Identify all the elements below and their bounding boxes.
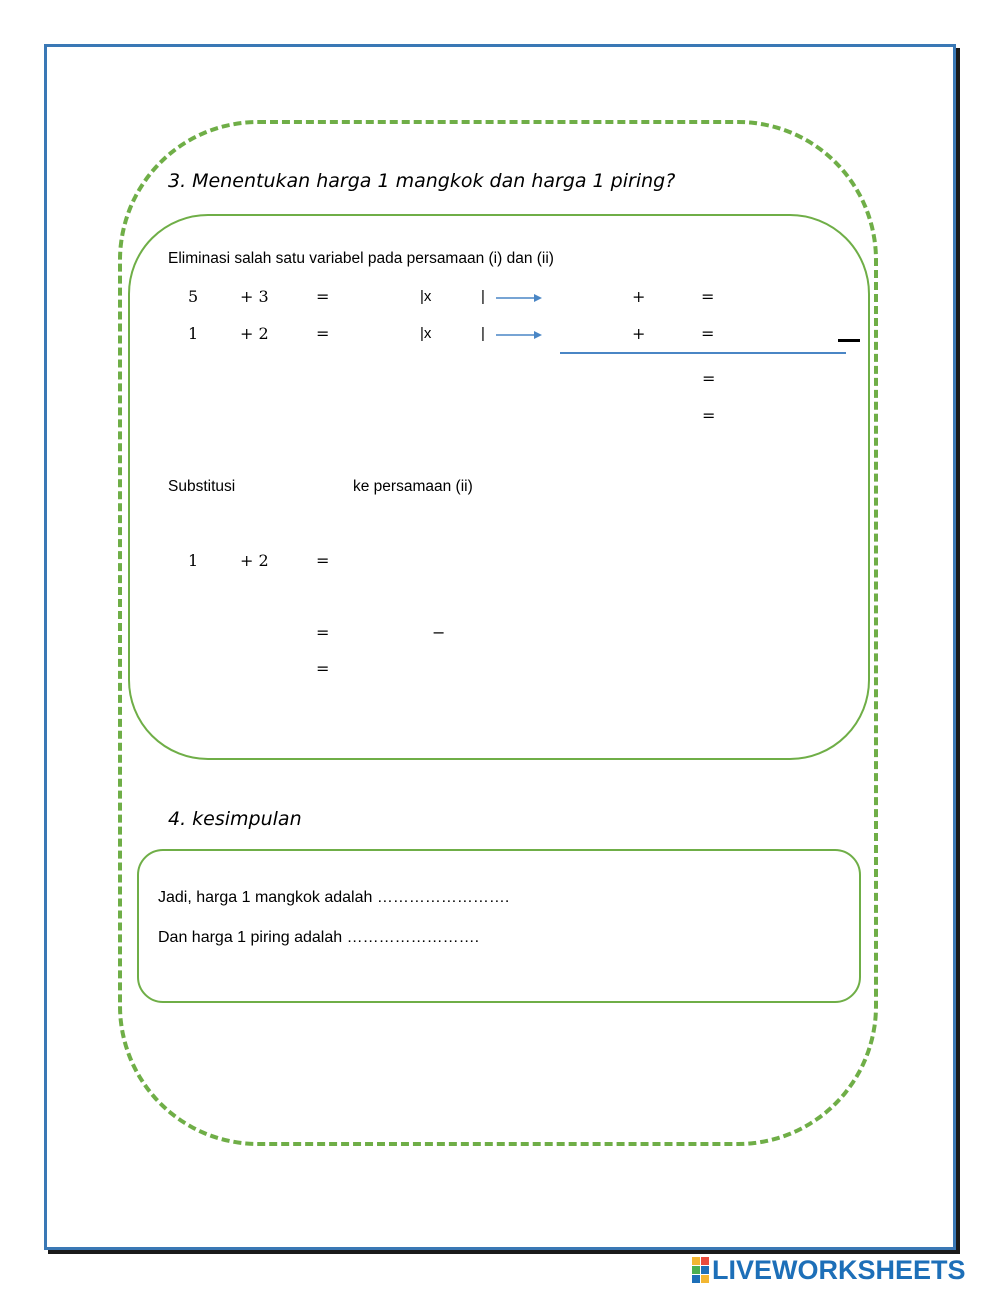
- sub-eq-equals: =: [316, 551, 330, 570]
- result2-blank-rhs[interactable]: [724, 405, 760, 427]
- sub-step1-blank-b[interactable]: [452, 622, 488, 644]
- result1-blank-lhs[interactable]: [652, 368, 688, 390]
- result1-equals: =: [702, 369, 716, 388]
- sub-step1-blank-lhs[interactable]: [270, 622, 306, 644]
- eq2-multiplier-close: |: [481, 325, 485, 342]
- subtraction-line: [560, 352, 846, 354]
- eq1-blank-rhs[interactable]: [340, 286, 376, 308]
- eq1-arrow-icon: [496, 292, 544, 304]
- eq2-blank-rhs[interactable]: [340, 323, 376, 345]
- sub-step1-equals: =: [316, 623, 330, 642]
- conclusion-line-bowl: Jadi, harga 1 mangkok adalah …………………….: [158, 889, 510, 906]
- conclusion-box: [137, 849, 861, 1003]
- eq2-result-equals: =: [701, 324, 715, 343]
- sub-eq-plus-b: + 2: [240, 551, 269, 570]
- result2-equals: =: [702, 406, 716, 425]
- sub-eq-coef-a: 1: [188, 551, 199, 570]
- substitution-blank[interactable]: [250, 476, 340, 498]
- conclusion-line-plate: Dan harga 1 piring adalah …………………….: [158, 929, 480, 946]
- plate-price-blank[interactable]: [366, 926, 482, 948]
- eq1-multiplier-close: |: [481, 288, 485, 305]
- eq2-result-blank-b[interactable]: [652, 323, 688, 345]
- eq2-coef-a: 1: [188, 324, 199, 343]
- logo-text: LIVEWORKSHEETS: [712, 1254, 966, 1285]
- section4-heading: 4. kesimpulan: [168, 808, 302, 830]
- sub-step2-equals: =: [316, 659, 330, 678]
- sub-step2-blank-rhs[interactable]: [340, 658, 376, 680]
- eq2-multiplier-open: |x: [420, 325, 432, 342]
- logo-tiles-icon: [692, 1257, 709, 1283]
- sub-step1-minus: −: [432, 623, 446, 642]
- elimination-label: Eliminasi salah satu variabel pada persamaan (i) dan (ii): [168, 250, 554, 267]
- substitution-label: Substitusi: [168, 478, 236, 495]
- sub-eq-blank-b[interactable]: [270, 550, 306, 572]
- eq1-result-blank-a[interactable]: [580, 286, 616, 308]
- eq2-plus-b: + 2: [240, 324, 269, 343]
- eq1-result-equals: =: [701, 287, 715, 306]
- eq1-plus-b: + 3: [240, 287, 269, 306]
- sub-step2-blank-lhs[interactable]: [270, 658, 306, 680]
- liveworksheets-logo: [692, 1256, 988, 1284]
- eq2-result-blank-rhs[interactable]: [724, 323, 760, 345]
- eq1-multiplier-blank[interactable]: [442, 286, 478, 308]
- result2-blank-lhs[interactable]: [652, 405, 688, 427]
- eq2-blank-b[interactable]: [270, 323, 306, 345]
- eq1-blank-a[interactable]: [200, 286, 236, 308]
- eq2-result-blank-a[interactable]: [580, 323, 616, 345]
- eq1-result-blank-b[interactable]: [652, 286, 688, 308]
- eq1-result-plus: +: [632, 287, 646, 306]
- eq2-arrow-icon: [496, 329, 544, 341]
- subtraction-minus-sign: [838, 339, 860, 342]
- eq1-blank-b[interactable]: [270, 286, 306, 308]
- section3-heading: 3. Menentukan harga 1 mangkok dan harga 1 piring?: [168, 170, 676, 192]
- sub-eq-blank-rhs[interactable]: [340, 550, 376, 572]
- eq2-multiplier-blank[interactable]: [442, 323, 478, 345]
- bowl-price-blank[interactable]: [396, 886, 512, 908]
- eq2-blank-a[interactable]: [200, 323, 236, 345]
- eq1-multiplier-open: |x: [420, 288, 432, 305]
- eq1-coef-a: 5: [188, 287, 199, 306]
- result1-blank-rhs[interactable]: [724, 368, 760, 390]
- eq1-result-blank-rhs[interactable]: [724, 286, 760, 308]
- eq1-equals: =: [316, 287, 330, 306]
- eq2-result-plus: +: [632, 324, 646, 343]
- substitution-target: ke persamaan (ii): [353, 478, 473, 495]
- sub-step1-blank-a[interactable]: [340, 622, 376, 644]
- eq2-equals: =: [316, 324, 330, 343]
- sub-eq-blank-a[interactable]: [200, 550, 236, 572]
